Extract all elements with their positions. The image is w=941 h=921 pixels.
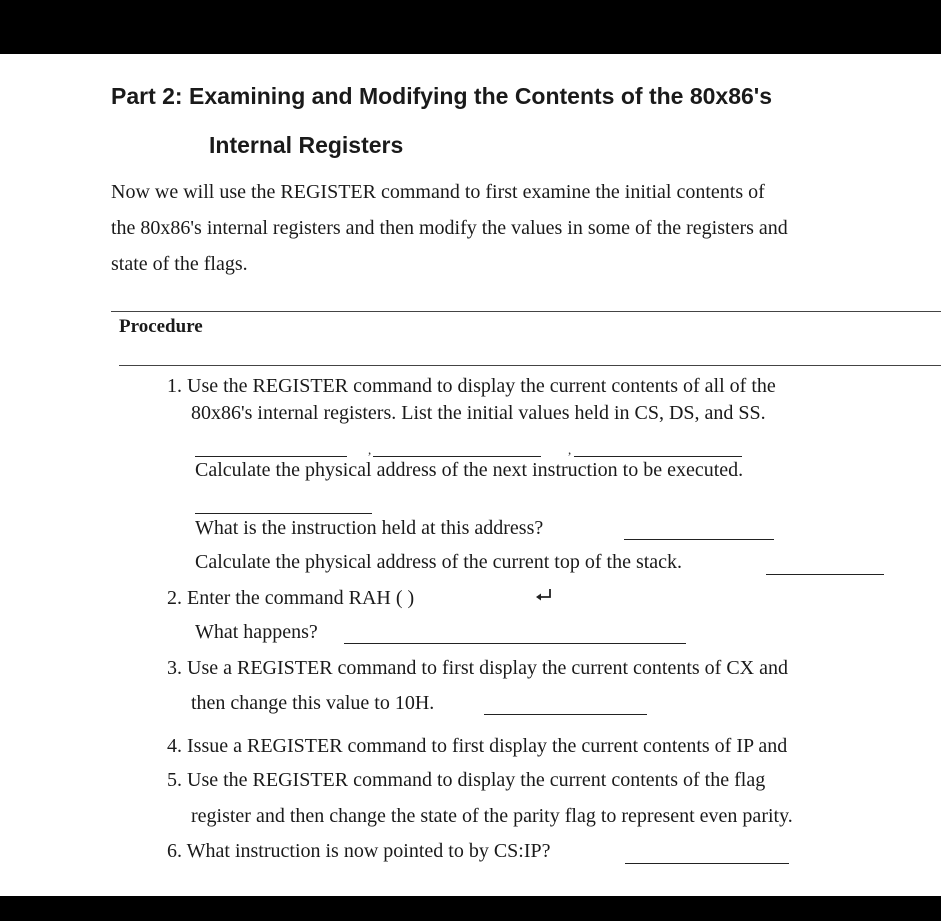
step-1-line-1: 1. Use the REGISTER command to display the current contents of all of the bbox=[167, 375, 776, 397]
document-page bbox=[0, 54, 941, 896]
cx-answer-blank[interactable] bbox=[484, 714, 647, 715]
step-1-stack-address-question: Calculate the physical address of the current top of the stack. bbox=[195, 551, 683, 573]
enter-key-icon bbox=[534, 588, 554, 604]
intro-line-1: Now we will use the REGISTER command to first examine the initial contents of bbox=[111, 181, 765, 203]
procedure-header: Procedure bbox=[119, 316, 203, 337]
ds-answer-blank[interactable] bbox=[373, 456, 541, 457]
cs-answer-blank[interactable] bbox=[195, 456, 347, 457]
physical-address-answer-blank[interactable] bbox=[195, 513, 372, 514]
step-3-line-2: then change this value to 10H. bbox=[191, 692, 435, 714]
step-5-line-1: 5. Use the REGISTER command to display the current contents of the flag bbox=[167, 769, 766, 791]
step-3-line-1: 3. Use a REGISTER command to first display the current contents of CX and bbox=[167, 657, 788, 679]
cs-ip-answer-blank[interactable] bbox=[625, 863, 789, 864]
separator-comma: , bbox=[568, 442, 572, 457]
procedure-top-rule bbox=[111, 311, 941, 312]
intro-line-2: the 80x86's internal registers and then modify the values in some of the registers and bbox=[111, 217, 788, 239]
step-2-question: What happens? bbox=[195, 621, 318, 643]
heading-line-2: Internal Registers bbox=[209, 132, 404, 158]
step-2-line-1: 2. Enter the command RAH ( ) bbox=[167, 587, 415, 609]
step-1-physical-address-question: Calculate the physical address of the next instruction to be executed. bbox=[195, 459, 744, 481]
stack-address-answer-blank[interactable] bbox=[766, 574, 884, 575]
separator-comma: , bbox=[368, 442, 372, 457]
ss-answer-blank[interactable] bbox=[574, 456, 742, 457]
what-happens-answer-blank[interactable] bbox=[344, 643, 686, 644]
heading-line-1: Part 2: Examining and Modifying the Contents of the 80x86's bbox=[111, 83, 773, 109]
intro-line-3: state of the flags. bbox=[111, 253, 248, 275]
procedure-bottom-rule bbox=[119, 365, 941, 366]
instruction-answer-blank[interactable] bbox=[624, 539, 774, 540]
step-1-line-2: 80x86's internal registers. List the initial values held in CS, DS, and SS. bbox=[191, 402, 766, 424]
step-4-line-1: 4. Issue a REGISTER command to first display the current contents of IP and bbox=[167, 735, 788, 757]
step-5-line-2: register and then change the state of the parity flag to represent even parity. bbox=[191, 805, 793, 827]
step-6-line-1: 6. What instruction is now pointed to by CS:IP? bbox=[167, 840, 551, 862]
step-1-instruction-question: What is the instruction held at this address? bbox=[195, 517, 544, 539]
